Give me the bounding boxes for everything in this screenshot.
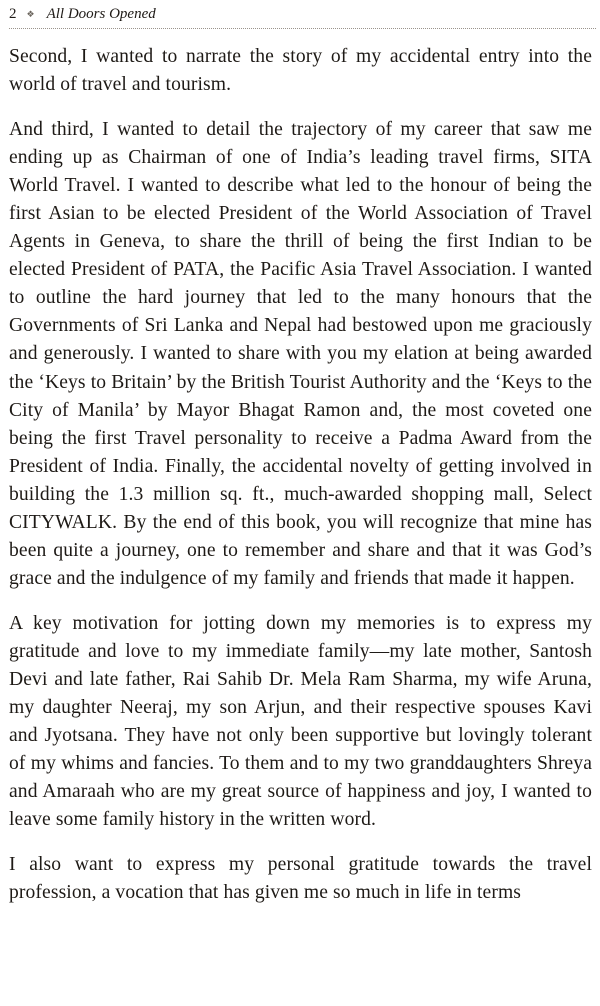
running-title: All Doors Opened — [46, 5, 156, 22]
paragraph-4: I also want to express my personal gratitude towards the travel profession, a vocation that has given me so much in life in terms — [9, 854, 592, 904]
paragraph-2: And third, I wanted to detail the trajectory of my career that saw me ending up as Chairman of one of India’s leading travel firms, SITA World Travel. I wanted to describe what led to the honour of being the first Asian to be elected President of the World Association of Travel Agents in Geneva, to share the thrill of being the first Indian to be elected President of PATA, the Pacific Asia Travel Association. I wanted to outline the hard journey that led to the many honours that the Governments of Sri Lanka and Nepal had bestowed upon me graciously and generously. I wanted to share with you my elation at being awarded the ‘Keys to Britain’ by the British Tourist Authority and the ‘Keys to the City of Manila’ by Mayor Bhagat Ramon and, the most coveted one being the first Travel personality to receive a Padma Award from the President of India. Finally, the accidental novelty of getting involved in building the 1.3 million sq. ft., much-awarded shopping mall, Select CITYWALK. By the end of this book, you will recognize that mine has been quite a journey, one to remember and share and that it was God’s grace and the indulgence of my family and friends that made it happen. — [9, 119, 592, 589]
paragraph-1: Second, I wanted to narrate the story of my accidental entry into the world of travel and tourism. — [9, 46, 592, 96]
page-number: 2 — [9, 5, 17, 22]
page-body — [9, 43, 592, 907]
running-header — [9, 0, 596, 29]
paragraph-3: A key motivation for jotting down my memories is to express my gratitude and love to my immediate family—my late mother, Santosh Devi and late father, Rai Sahib Dr. Mela Ram Sharma, my wife Aruna, my daughter Neeraj, my son Arjun, and their respective spouses Kavi and Jyotsana. They have not only been supportive but lovingly tolerant of my whims and fancies. To them and to my two granddaughters Shreya and Amaraah who are my great source of happiness and joy, I wanted to leave some family history in the written word. — [9, 612, 592, 831]
ornament-icon: ❖ — [26, 8, 35, 19]
